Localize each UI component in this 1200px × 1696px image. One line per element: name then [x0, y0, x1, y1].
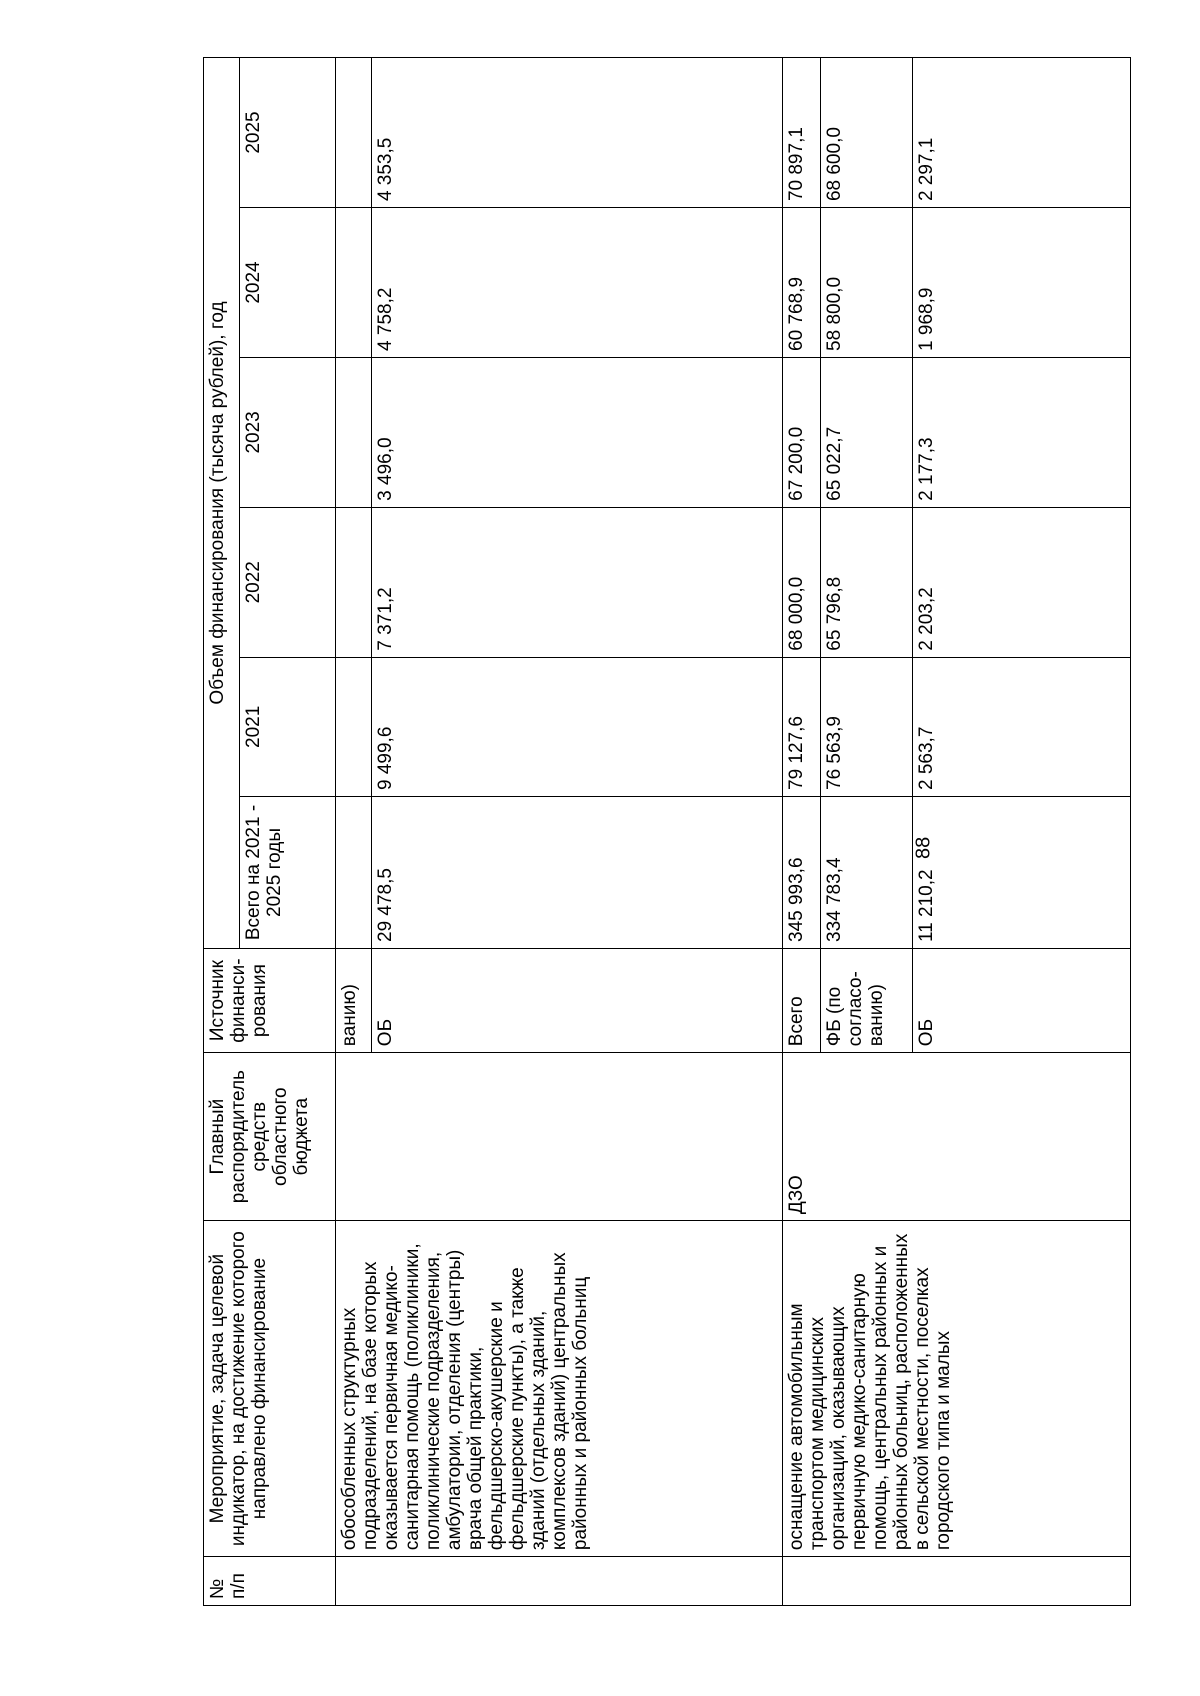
row-value-2023: [336, 357, 372, 507]
row-value-2023: 67 200,0: [783, 357, 821, 507]
row-value-2022: [336, 507, 372, 657]
row-value-2024: 1 968,9: [913, 208, 1131, 358]
header-measure: Мероприятие, задача целевой индикатор, на достижение которого направлено финансирование: [204, 1221, 336, 1557]
row-value-2023: 3 496,0: [372, 357, 783, 507]
row-value-2024: 4 758,2: [372, 208, 783, 358]
table-row: [783, 58, 821, 1606]
row-value-2025: [336, 58, 372, 208]
row-value-2021: 2 563,7: [913, 657, 1131, 796]
row-value-2025: 70 897,1: [783, 58, 821, 208]
row-value-2022: 2 203,2: [913, 507, 1131, 657]
row-value-2024: 60 768,9: [783, 208, 821, 358]
row-source: ванию): [336, 949, 372, 1053]
row-value-2022: 68 000,0: [783, 507, 821, 657]
header-row-1: [204, 58, 240, 1606]
row-value-2024: [336, 208, 372, 358]
row-value-2021: [336, 657, 372, 796]
header-manager: Главный распорядитель средств областного бюджета: [204, 1053, 336, 1221]
row-manager: ДЗО: [783, 1053, 1131, 1221]
row-value-2025: 68 600,0: [821, 58, 913, 208]
row-value-2021: 79 127,6: [783, 657, 821, 796]
row-value-2022: 7 371,2: [372, 507, 783, 657]
header-volume-title: Объем финансирования (тысяча рублей), год: [204, 58, 240, 949]
row-value-2021: 76 563,9: [821, 657, 913, 796]
row-value-2021: 9 499,6: [372, 657, 783, 796]
row-measure: оснащение автомобильным транспортом медицинских организаций, оказывающих первичную медико-санитарную помощь, центральных районных и районных больниц, расположенных в сельской местности, поселках городского типа и малых: [783, 1221, 1131, 1557]
page-number: 88: [912, 836, 935, 860]
header-year-2025: 2025: [240, 58, 336, 208]
row-total: [336, 796, 372, 948]
financing-table: [203, 57, 1131, 1606]
header-year-2022: 2022: [240, 507, 336, 657]
row-total: 29 478,5: [372, 796, 783, 948]
row-value-2024: 58 800,0: [821, 208, 913, 358]
header-source: Источник финанси-рования: [204, 949, 336, 1053]
row-num: [336, 1557, 783, 1606]
row-total: 334 783,4: [821, 796, 913, 948]
row-source: Всего: [783, 949, 821, 1053]
table-row: [336, 58, 372, 1606]
row-value-2023: 2 177,3: [913, 357, 1131, 507]
row-value-2022: 65 796,8: [821, 507, 913, 657]
row-manager: [336, 1053, 783, 1221]
row-total: 11 210,2: [913, 796, 1131, 948]
header-year-2021: 2021: [240, 657, 336, 796]
row-source: ФБ (по согласо-ванию): [821, 949, 913, 1053]
row-total: 345 993,6: [783, 796, 821, 948]
rotated-table-frame: [203, 57, 1130, 1606]
row-source: ОБ: [913, 949, 1131, 1053]
row-value-2025: 2 297,1: [913, 58, 1131, 208]
row-value-2025: 4 353,5: [372, 58, 783, 208]
row-value-2023: 65 022,7: [821, 357, 913, 507]
row-measure: обособленных структурных подразделений, на базе которых оказывается первичная медико-санитарная помощь (поликлиники, поликлинические подразделения, амбулатории, отделения (центры) врача общей практики, фельдшерско-акушерские и фельдшерские пункты), а также зданий (отдельных зданий, комплексов зданий) центральных районных и районных больниц: [336, 1221, 783, 1557]
row-num: [783, 1557, 1131, 1606]
row-source: ОБ: [372, 949, 783, 1053]
header-num: № п/п: [204, 1557, 336, 1606]
header-total: Всего на 2021 - 2025 годы: [240, 796, 336, 948]
header-year-2024: 2024: [240, 208, 336, 358]
header-year-2023: 2023: [240, 357, 336, 507]
